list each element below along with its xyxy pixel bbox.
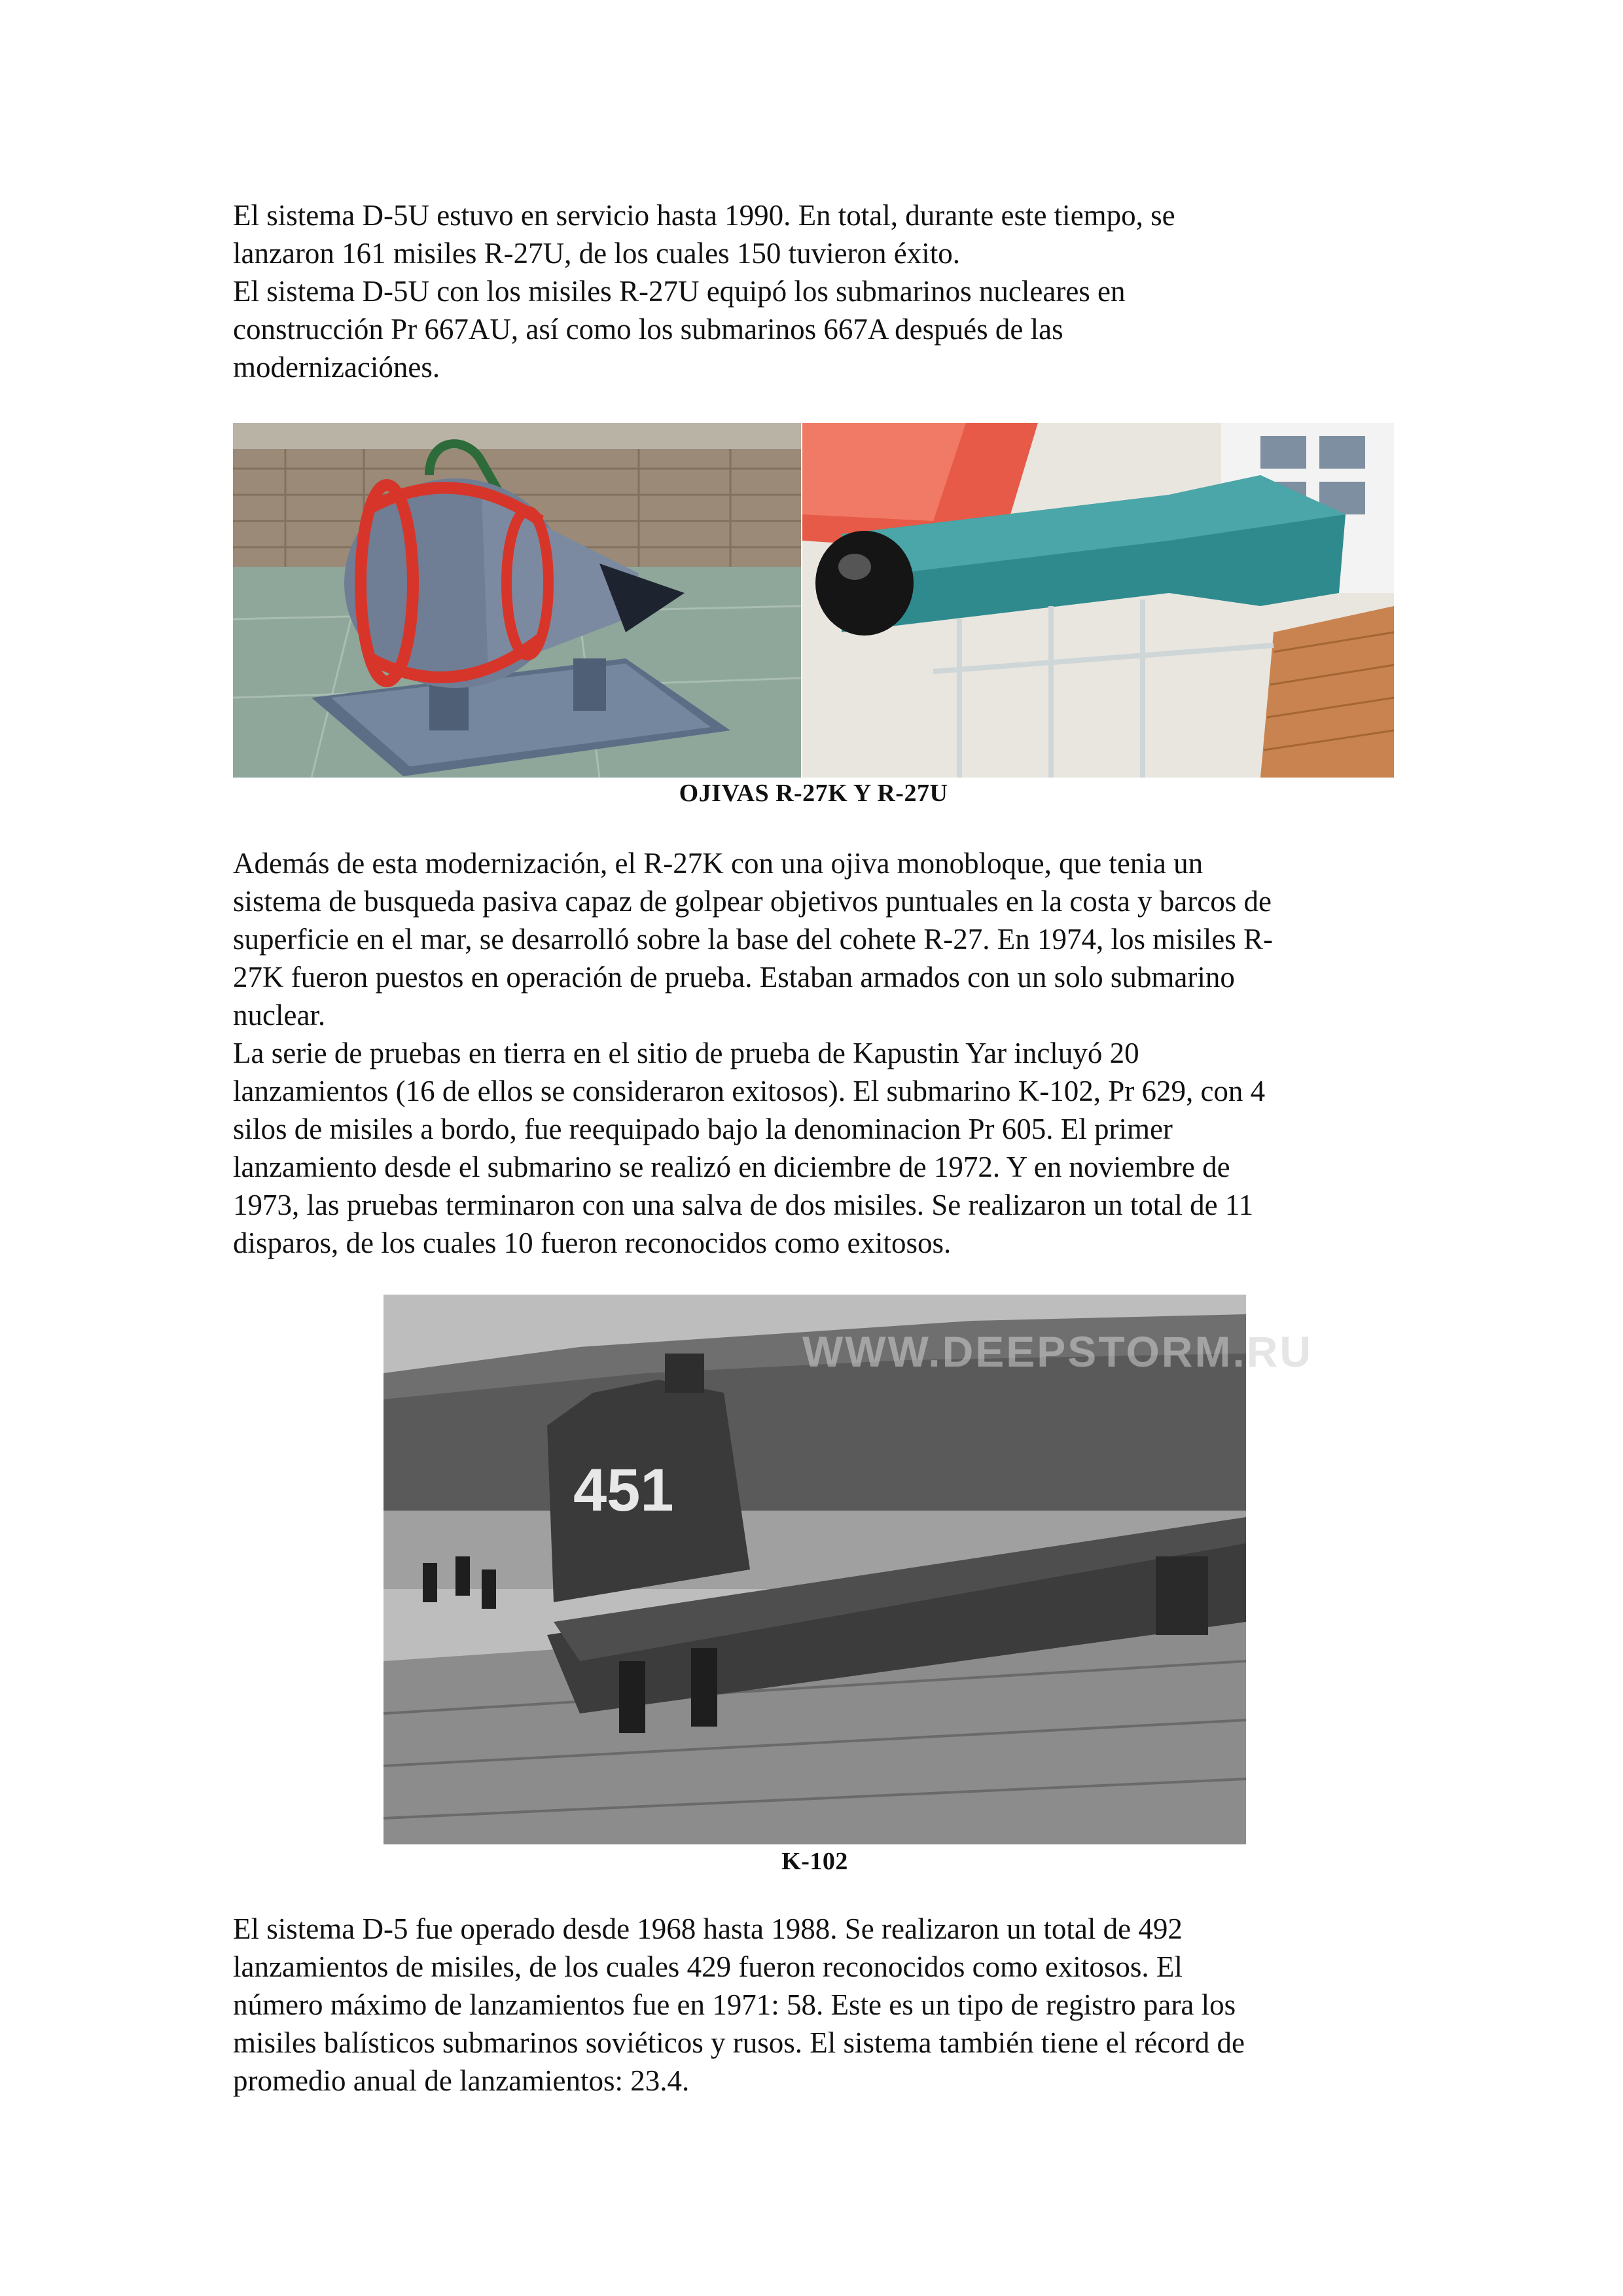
caption-submarine: K-102 xyxy=(781,1848,848,1875)
caption-warheads: OJIVAS R-27K Y R-27U xyxy=(679,780,948,807)
photo-submarine-k102 xyxy=(383,1295,1313,1844)
paragraph-r27k-development: Además de esta modernización, el R-27K con una ojiva monobloque, que tenia un sistema de busqueda pasiva capaz de golpear objetivos puntuales en la costa y barcos de superficie en el mar, se desarrolló sobre la base del cohete R-27. En 1974, los misiles R- 27K fueron puestos en operación de prueba. Estaban armados con un solo submarino nuclear. La serie de pruebas en tierra en el sitio de prueba de Kapustin Yar incluyó 20 lanzamientos (16 de ellos se consideraron exitosos). El submarino K-102, Pr 629, con 4 silos de misiles a bordo, fue reequipado bajo la denominacion Pr 605. El primer lanzamiento desde el submarino se realizó en diciembre de 1972. Y en noviembre de 1973, las pruebas terminaron con una salva de dos misiles. Se realizaron un total de 11 disparos, de los cuales 10 fueron reconocidos como exitosos. xyxy=(233,847,1273,1259)
hull-number: 451 xyxy=(573,1457,674,1524)
watermark-text: WWW.DEEPSTORM.RU xyxy=(802,1327,1313,1376)
photo-warhead-r27u xyxy=(802,423,1394,778)
paragraph-d5u-service: El sistema D-5U estuvo en servicio hasta 1990. En total, durante este tiempo, se lanzaron 161 misiles R-27U, de los cuales 150 tuvieron éxito. El sistema D-5U con los misiles R-27U equipó los submarinos nucleares en construcción Pr 667AU, así como los submarinos 667A después de las modernizaciónes. xyxy=(233,199,1175,384)
photo-warhead-r27k xyxy=(233,423,801,778)
paragraph-d5-operation: El sistema D-5 fue operado desde 1968 hasta 1988. Se realizaron un total de 492 lanzamientos de misiles, de los cuales 429 fueron reconocidos como exitosos. El número máximo de lanzamientos fue en 1971: 58. Este es un tipo de registro para los misiles balísticos submarinos soviéticos y rusos. El sistema también tiene el récord de promedio anual de lanzamientos: 23.4. xyxy=(233,1912,1245,2097)
